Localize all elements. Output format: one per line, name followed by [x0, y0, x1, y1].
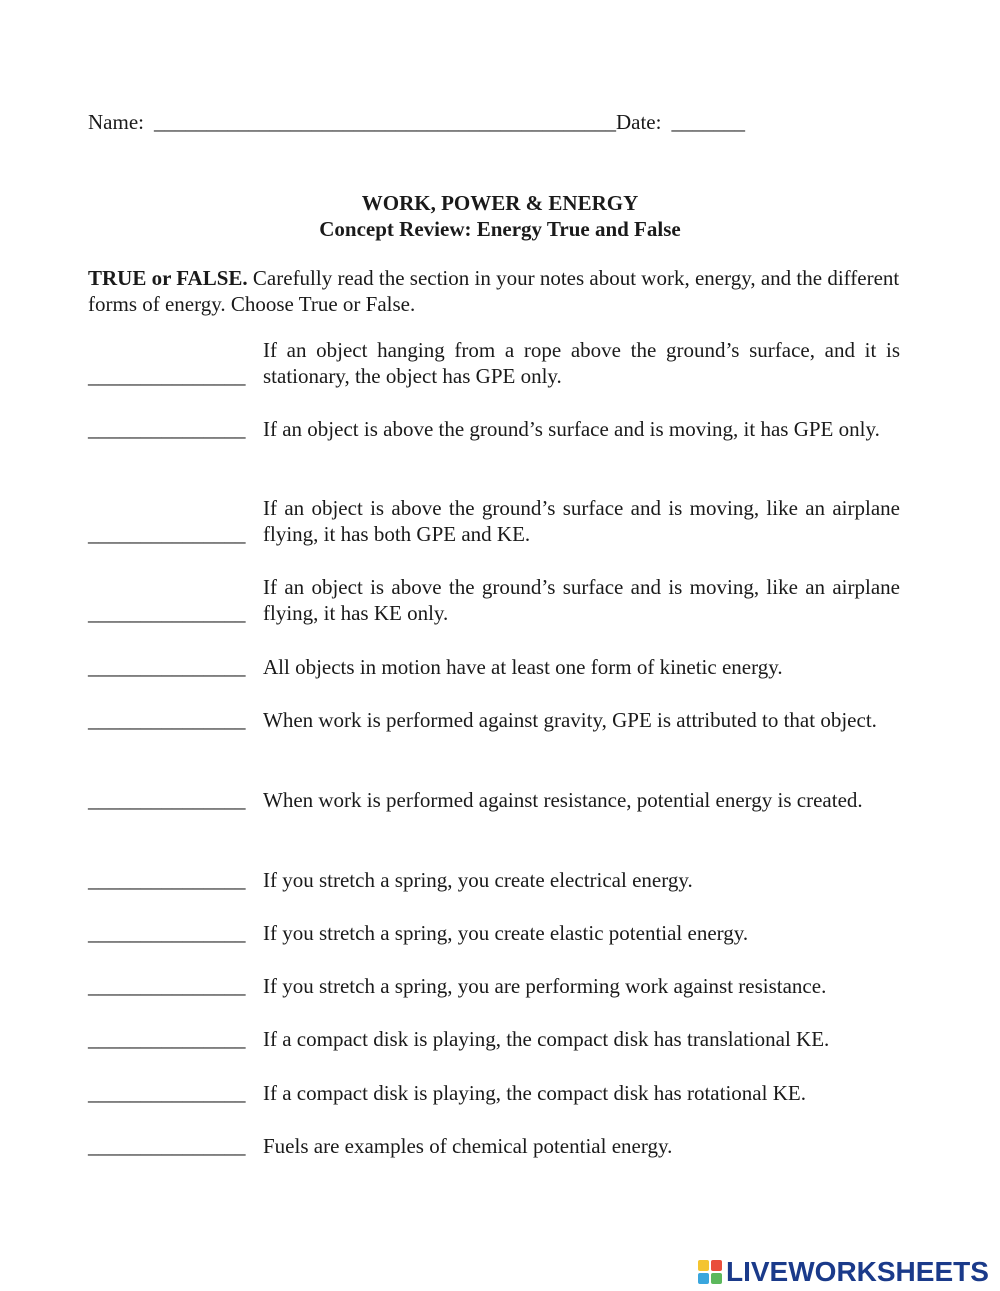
question-item: [88, 416, 900, 442]
question-text: If an object hanging from a rope above the ground’s surface, and it is stationary, the object has GPE only.: [263, 338, 900, 388]
answer-blank[interactable]: _______________: [88, 655, 246, 679]
question-item: [88, 1133, 900, 1159]
question-text: If an object is above the ground’s surface and is moving, like an airplane flying, it has both GPE and KE.: [263, 496, 900, 546]
name-field[interactable]: ____________________________________________: [153, 110, 616, 134]
question-text: All objects in motion have at least one form of kinetic energy.: [263, 655, 783, 679]
answer-blank[interactable]: _______________: [88, 364, 246, 388]
logo-square-1: [698, 1260, 709, 1271]
question-item: [88, 787, 900, 813]
answer-blank[interactable]: _______________: [88, 974, 246, 998]
logo-icon: [698, 1260, 722, 1284]
question-item: [88, 337, 900, 389]
worksheet-title: WORK, POWER & ENERGY: [361, 191, 639, 215]
instructions-heading: TRUE or FALSE.: [88, 266, 248, 290]
logo-text: LIVEWORKSHEETS: [726, 1256, 989, 1287]
answer-blank[interactable]: _______________: [88, 417, 246, 441]
question-text: Fuels are examples of chemical potential energy.: [263, 1134, 673, 1158]
worksheet-subtitle: Concept Review: Energy True and False: [319, 217, 681, 241]
question-text: If a compact disk is playing, the compact disk has rotational KE.: [263, 1081, 806, 1105]
answer-blank[interactable]: _______________: [88, 601, 246, 625]
answer-blank[interactable]: _______________: [88, 921, 246, 945]
question-text: If you stretch a spring, you are performing work against resistance.: [263, 974, 827, 998]
question-text: If you stretch a spring, you create elastic potential energy.: [263, 921, 749, 945]
answer-blank[interactable]: _______________: [88, 1134, 246, 1158]
title-block: [0, 190, 1000, 242]
date-label: Date:: [615, 110, 662, 134]
question-text: When work is performed against gravity, GPE is attributed to that object.: [263, 708, 877, 732]
logo-square-2: [711, 1260, 722, 1271]
question-text: If an object is above the ground’s surface and is moving, like an airplane flying, it has KE only.: [263, 575, 900, 625]
instructions-text: Carefully read the section in your notes about work, energy, and the different forms of energy. Choose True or False.: [88, 266, 900, 316]
question-item: [88, 920, 900, 946]
question-item: [88, 495, 900, 547]
name-label: Name:: [88, 110, 144, 134]
instructions: [88, 265, 900, 317]
question-text: If a compact disk is playing, the compact disk has translational KE.: [263, 1027, 830, 1051]
answer-blank[interactable]: _______________: [88, 708, 246, 732]
question-item: [88, 574, 900, 626]
answer-blank[interactable]: _______________: [88, 788, 246, 812]
question-item: [88, 1026, 900, 1052]
question-item: [88, 654, 900, 680]
answer-blank[interactable]: _______________: [88, 1027, 246, 1051]
question-item: [88, 707, 900, 733]
question-text: When work is performed against resistance, potential energy is created.: [263, 788, 863, 812]
answer-blank[interactable]: _______________: [88, 1081, 246, 1105]
name-date-line: [88, 110, 745, 135]
logo-square-4: [711, 1273, 722, 1284]
liveworksheets-logo: [698, 1256, 989, 1288]
question-text: If you stretch a spring, you create electrical energy.: [263, 868, 693, 892]
answer-blank[interactable]: _______________: [88, 522, 246, 546]
question-item: [88, 1080, 900, 1106]
question-item: [88, 973, 900, 999]
date-field[interactable]: _______: [671, 110, 745, 134]
question-text: If an object is above the ground’s surface and is moving, it has GPE only.: [263, 417, 880, 441]
question-item: [88, 867, 900, 893]
logo-square-3: [698, 1273, 709, 1284]
answer-blank[interactable]: _______________: [88, 868, 246, 892]
